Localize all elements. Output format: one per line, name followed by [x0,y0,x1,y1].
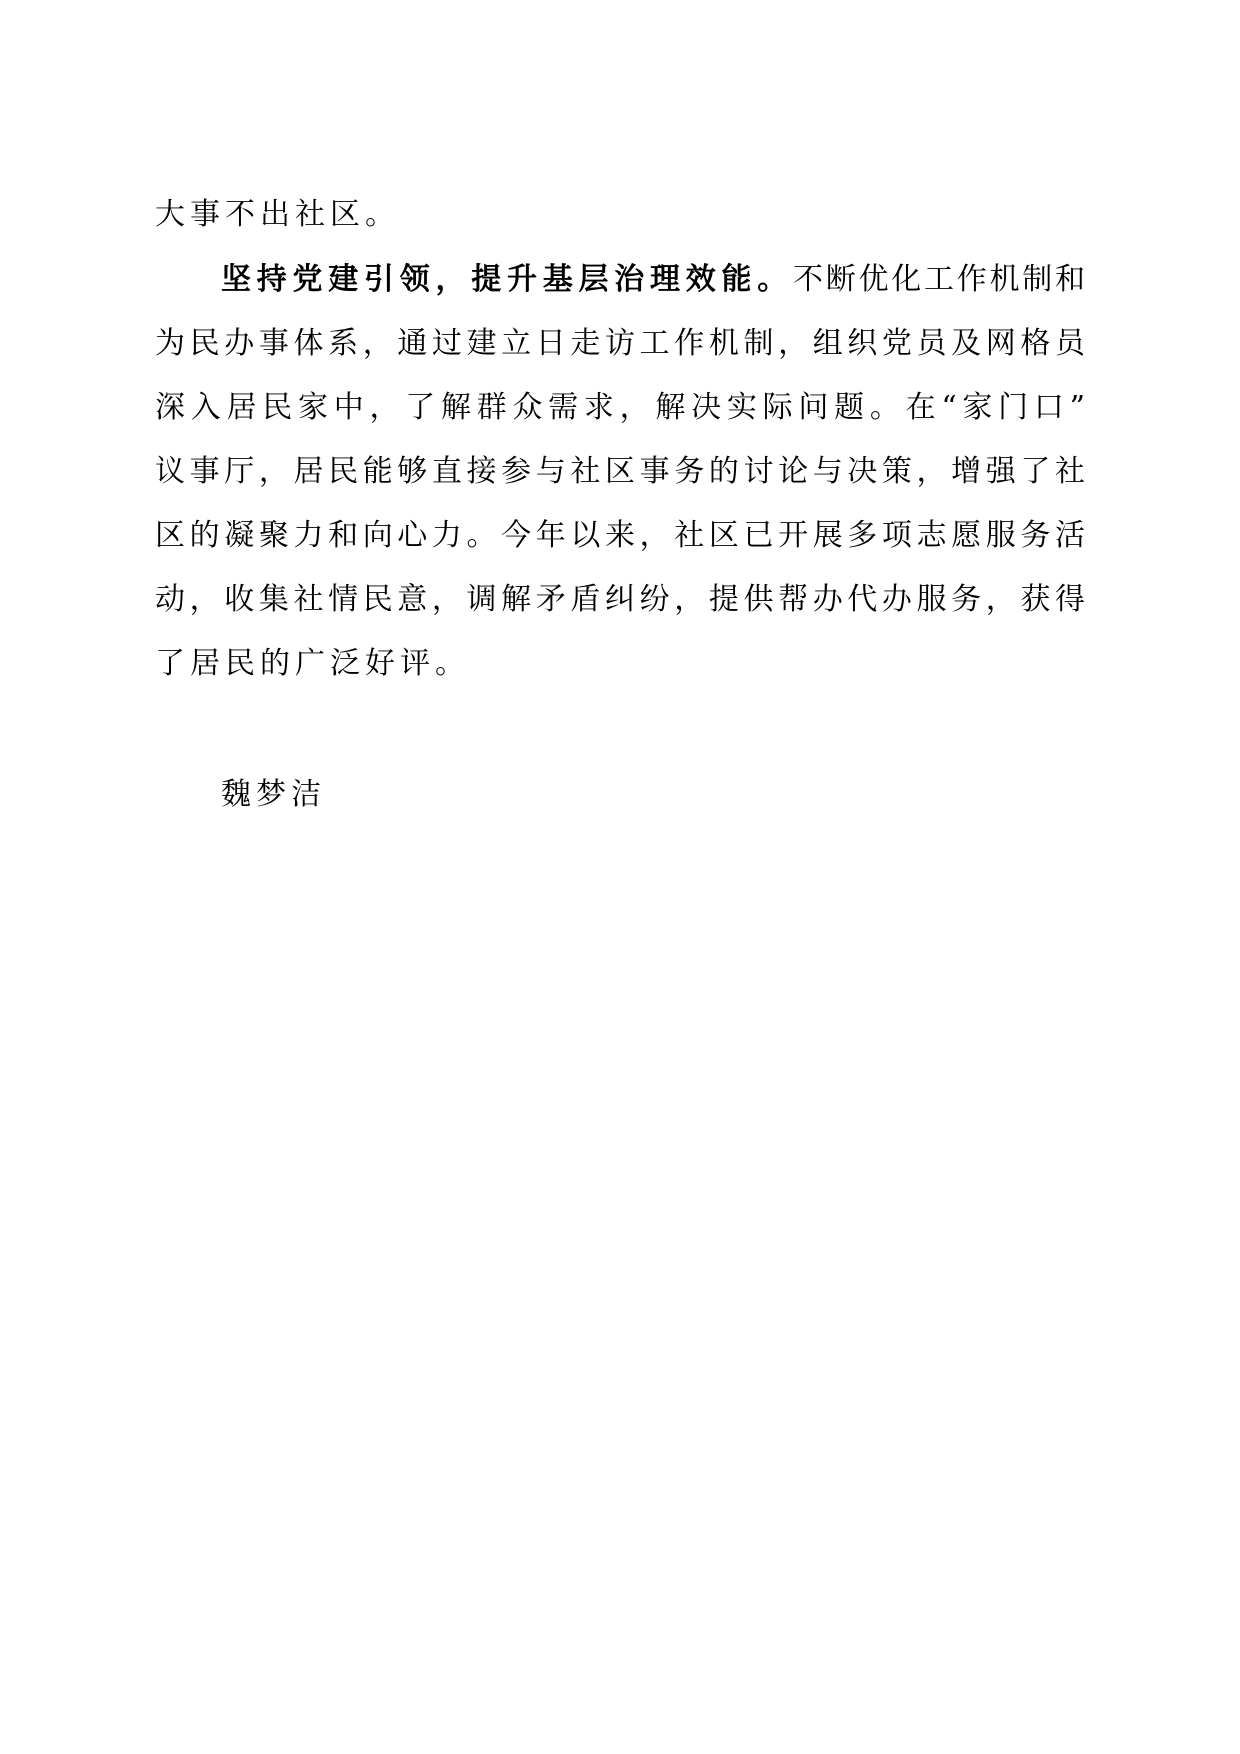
paragraph-main-line-3: 深入居民家中，了解群众需求，解决实际问题。在“家门口” [155,390,1085,425]
paragraph-continuation-line: 大事不出社区。 [155,197,400,232]
paragraph-heading: 坚持党建引领，提升基层治理效能。 [221,262,793,297]
paragraph-main-line-1 [221,260,1085,300]
paragraph-main-line-1-rest: 不断优化工作机制和 [793,262,1085,297]
paragraph-main-line-5: 区的凝聚力和向心力。今年以来，社区已开展多项志愿服务活 [155,518,1085,553]
author-name: 魏梦洁 [221,777,326,812]
paragraph-main-line-7: 了居民的广泛好评。 [155,646,470,681]
paragraph-main-line-6: 动，收集社情民意，调解矛盾纠纷，提供帮办代办服务，获得 [155,582,1085,617]
paragraph-main-line-4: 议事厅，居民能够直接参与社区事务的讨论与决策，增强了社 [155,454,1085,489]
paragraph-main-line-2: 为民办事体系，通过建立日走访工作机制，组织党员及网格员 [155,326,1085,361]
